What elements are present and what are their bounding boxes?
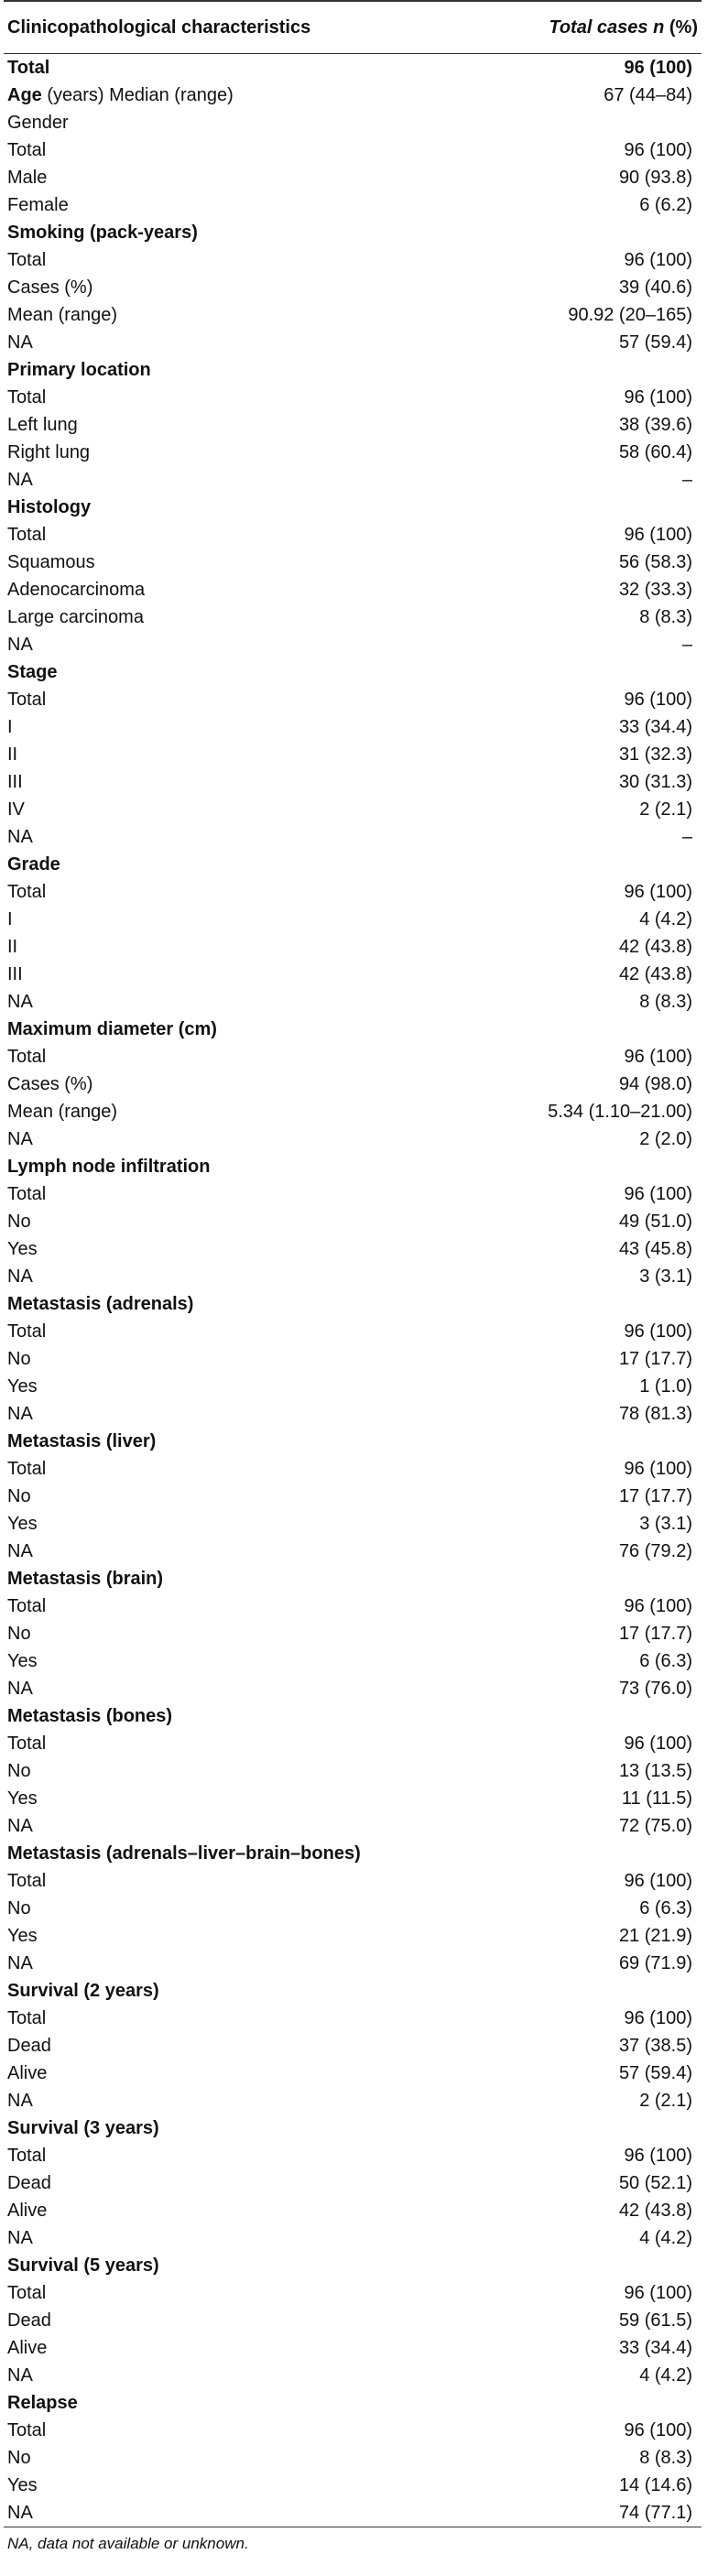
row-label: Mean (range) [7, 305, 118, 325]
row-label: Total [7, 2283, 47, 2303]
row-value [489, 1977, 702, 2005]
row-label: Cases (%) [7, 277, 93, 298]
table-row [4, 1702, 702, 1730]
table-row [4, 2142, 702, 2169]
row-label: Dead [7, 2173, 51, 2193]
row-value: 57 (59.4) [618, 332, 692, 353]
row-value [489, 356, 702, 384]
row-label: Large carcinoma [7, 607, 144, 627]
table-row [4, 329, 702, 356]
table-row [4, 1483, 702, 1510]
table-row [4, 521, 702, 549]
table-row [4, 686, 702, 713]
row-label: Squamous [7, 552, 95, 572]
row-value: 6 (6.2) [639, 195, 692, 215]
row-value [489, 2114, 702, 2142]
row-label: NA [7, 2091, 33, 2111]
row-value [489, 1565, 702, 1592]
row-value: 8 (8.3) [639, 992, 692, 1012]
table-row [4, 1290, 702, 1318]
row-label: Metastasis (brain) [7, 1569, 164, 1589]
table-row [4, 1840, 702, 1867]
table-row [4, 2417, 702, 2444]
row-value: 42 (43.8) [618, 937, 692, 957]
row-value: 13 (13.5) [618, 1761, 692, 1781]
row-label: Metastasis (adrenals) [7, 1294, 194, 1314]
table-row [4, 2279, 702, 2307]
table-row [4, 246, 702, 274]
table-row [4, 1977, 702, 2005]
row-value: 42 (43.8) [618, 2201, 692, 2221]
table-row [4, 1538, 702, 1565]
table-row [4, 274, 702, 301]
table-row [4, 2334, 702, 2362]
table-row [4, 631, 702, 658]
table-row [4, 1373, 702, 1400]
table-row [4, 2362, 702, 2389]
row-value: 2 (2.1) [639, 799, 692, 820]
row-label: NA [7, 635, 33, 655]
row-label: No [7, 1624, 31, 1644]
table-row [4, 164, 702, 191]
row-label: Gender [7, 113, 69, 133]
row-label: III [7, 772, 23, 792]
table-row [4, 1098, 702, 1125]
row-label: Yes [7, 1651, 38, 1671]
table-row [4, 933, 702, 961]
row-value: 33 (34.4) [618, 717, 692, 737]
row-value: 6 (6.3) [639, 1898, 692, 1918]
table-row [4, 2114, 702, 2142]
row-value [489, 494, 702, 521]
row-value [489, 1702, 702, 1730]
row-value: – [681, 827, 692, 847]
row-value: 6 (6.3) [639, 1651, 692, 1671]
table-row [4, 384, 702, 411]
header-row [4, 1, 702, 54]
row-value: 69 (71.9) [618, 1953, 692, 1973]
row-value: 50 (52.1) [618, 2173, 692, 2193]
row-label: Total [7, 1734, 47, 1754]
table-row [4, 1345, 702, 1373]
row-label: Alive [7, 2201, 48, 2221]
row-value: 96 (100) [624, 1321, 692, 1342]
table-row [4, 988, 702, 1016]
row-label: No [7, 1349, 31, 1369]
table-row [4, 1208, 702, 1235]
table-row [4, 2087, 702, 2114]
row-label: NA [7, 1541, 33, 1561]
table-row [4, 1153, 702, 1180]
row-value: 49 (51.0) [618, 1212, 692, 1232]
table-row [4, 356, 702, 384]
table-row [4, 1125, 702, 1153]
row-value: 96 (100) [624, 2420, 692, 2440]
row-value: 38 (39.6) [618, 415, 692, 435]
table-row [4, 1620, 702, 1647]
table-row [4, 1428, 702, 1455]
row-label: Total [7, 1047, 47, 1067]
table-header [4, 1, 702, 54]
row-label: Survival (5 years) [7, 2255, 159, 2276]
row-label: Yes [7, 2475, 38, 2495]
row-value: 96 (100) [624, 1734, 692, 1754]
row-label: NA [4, 2499, 489, 2527]
table-row [4, 1867, 702, 1895]
row-value [489, 109, 702, 136]
row-value: 14 (14.6) [618, 2475, 692, 2495]
row-value: 57 (59.4) [618, 2063, 692, 2083]
row-label: Total [7, 1596, 47, 1616]
row-label: NA [7, 827, 33, 847]
row-value [489, 658, 702, 686]
row-label: I [7, 909, 13, 929]
row-value [489, 1290, 702, 1318]
row-value [489, 1016, 702, 1043]
row-value [489, 2389, 702, 2417]
table-row [4, 2389, 702, 2417]
row-label: Total [7, 1321, 47, 1342]
row-label: NA [7, 470, 33, 490]
table-row [4, 1455, 702, 1483]
row-label: Total [7, 2008, 47, 2028]
table-row [4, 2005, 702, 2032]
row-label: NA [7, 1266, 33, 1287]
row-label: No [7, 1212, 31, 1232]
table-body [4, 54, 702, 2527]
row-value: 21 (21.9) [618, 1926, 692, 1946]
row-label: Yes [7, 1514, 38, 1534]
table-row [4, 82, 702, 109]
table-row [4, 549, 702, 576]
row-value: 2 (2.1) [639, 2091, 692, 2111]
row-label: Yes [7, 1788, 38, 1809]
row-value: 96 (100) [624, 1871, 692, 1891]
table-row [4, 1730, 702, 1757]
row-label: Total [7, 690, 47, 710]
row-value: 94 (98.0) [618, 1074, 692, 1094]
table-row [4, 1510, 702, 1538]
row-label: No [7, 2448, 31, 2468]
row-value: 30 (31.3) [618, 772, 692, 792]
table-row [4, 1235, 702, 1263]
row-value: 1 (1.0) [639, 1376, 692, 1397]
table-row [4, 658, 702, 686]
row-value: 90.92 (20–165) [568, 305, 692, 325]
row-label-bold: Age [7, 85, 42, 105]
row-label: Metastasis (liver) [7, 1431, 157, 1451]
row-value: – [681, 635, 692, 655]
row-value: 3 (3.1) [639, 1266, 692, 1287]
table-row [4, 1757, 702, 1785]
row-value: 31 (32.3) [618, 745, 692, 765]
table-row [4, 1318, 702, 1345]
row-value: 33 (34.4) [618, 2338, 692, 2358]
table-row [4, 1675, 702, 1702]
table-row [4, 1016, 702, 1043]
row-value [489, 1153, 702, 1180]
row-value: 96 (100) [624, 882, 692, 902]
table-row [4, 411, 702, 439]
table-row [4, 301, 702, 329]
table-row [4, 1043, 702, 1071]
row-value: 96 (100) [624, 1596, 692, 1616]
row-label: NA [7, 1816, 33, 1836]
row-label: Mean (range) [7, 1102, 118, 1122]
table-row [4, 1895, 702, 1922]
table-row [4, 576, 702, 603]
table-row [4, 1592, 702, 1620]
row-value: 4 (4.2) [639, 2365, 692, 2386]
row-label: No [7, 1898, 31, 1918]
row-label: Yes [7, 1239, 38, 1259]
table-row [4, 2252, 702, 2279]
table-row [4, 2444, 702, 2472]
row-label: Total [7, 387, 47, 408]
row-value: 72 (75.0) [618, 1816, 692, 1836]
row-value: 96 (100) [624, 690, 692, 710]
row-value: 8 (8.3) [639, 607, 692, 627]
row-value: 73 (76.0) [618, 1679, 692, 1699]
row-label: IV [7, 799, 25, 820]
row-value: 96 (100) [624, 1459, 692, 1479]
clinicopathological-table [4, 0, 702, 2527]
row-value: 96 (100) [624, 58, 692, 78]
row-label: II [7, 937, 18, 957]
row-value [489, 1428, 702, 1455]
table-row [4, 1950, 702, 1977]
row-label: Total [7, 1871, 47, 1891]
row-label: Female [7, 195, 69, 215]
row-label: Total [7, 1184, 47, 1204]
row-label: Left lung [7, 415, 78, 435]
table-row [4, 906, 702, 933]
table-row [4, 2032, 702, 2060]
row-value: 5.34 (1.10–21.00) [548, 1102, 692, 1122]
row-value: 67 (44–84) [604, 85, 692, 105]
table-row [4, 2197, 702, 2224]
row-label: Cases (%) [7, 1074, 93, 1094]
table-row [4, 109, 702, 136]
row-value [489, 2252, 702, 2279]
row-label: Stage [7, 662, 58, 682]
row-value: 42 (43.8) [618, 964, 692, 984]
row-value: 56 (58.3) [618, 552, 692, 572]
row-label: NA [7, 1129, 33, 1149]
table-row [4, 961, 702, 988]
row-label: III [7, 964, 23, 984]
row-value: 96 (100) [624, 387, 692, 408]
row-label: Metastasis (bones) [7, 1706, 173, 1726]
row-label: Adenocarcinoma [7, 580, 146, 600]
row-label: II [7, 745, 18, 765]
table-row [4, 2499, 702, 2527]
table-row [4, 219, 702, 246]
row-label: Male [7, 168, 48, 188]
table-row [4, 1071, 702, 1098]
table-row [4, 1180, 702, 1208]
row-label: Survival (2 years) [7, 1981, 159, 2001]
row-label: No [7, 1761, 31, 1781]
table-row [4, 741, 702, 768]
table-row [4, 823, 702, 851]
header-characteristics: Clinicopathological characteristics [4, 1, 489, 54]
row-value [489, 219, 702, 246]
row-value: 76 (79.2) [618, 1541, 692, 1561]
row-label: Right lung [7, 442, 91, 462]
row-label: Yes [7, 1926, 38, 1946]
row-value: 90 (93.8) [618, 168, 692, 188]
row-value: 4 (4.2) [639, 2228, 692, 2248]
table-row [4, 2169, 702, 2197]
row-value: 37 (38.5) [618, 2036, 692, 2056]
row-value: 59 (61.5) [618, 2310, 692, 2331]
row-label: Smoking (pack-years) [7, 223, 198, 243]
row-value: 96 (100) [624, 2146, 692, 2166]
row-value: 3 (3.1) [639, 1514, 692, 1534]
row-label [4, 82, 489, 109]
table-row [4, 191, 702, 219]
row-label: Total [7, 1459, 47, 1479]
row-label: NA [7, 332, 33, 353]
row-value: 4 (4.2) [639, 909, 692, 929]
row-label: Survival (3 years) [7, 2118, 159, 2138]
table-row [4, 466, 702, 494]
row-label: Grade [7, 854, 60, 875]
row-label: Total [7, 525, 47, 545]
table-row [4, 1565, 702, 1592]
row-label: Total [7, 250, 47, 270]
row-label: Total [7, 882, 47, 902]
row-label: Dead [7, 2036, 51, 2056]
table-row [4, 494, 702, 521]
table-row [4, 2472, 702, 2499]
row-value: – [681, 470, 692, 490]
table-row [4, 54, 702, 82]
row-label: Alive [7, 2063, 48, 2083]
row-label: Total [7, 2420, 47, 2440]
row-label: Histology [7, 497, 92, 517]
row-value: 11 (11.5) [621, 1788, 692, 1809]
header-total-cases-unit: (%) [664, 16, 698, 38]
table-row [4, 1400, 702, 1428]
row-label: Total [7, 58, 50, 78]
row-value: 8 (8.3) [639, 2448, 692, 2468]
row-value: 96 (100) [624, 140, 692, 160]
row-value: 96 (100) [624, 2283, 692, 2303]
table-row [4, 2060, 702, 2087]
row-label-rest: (years) Median (range) [41, 85, 234, 105]
row-label: Maximum diameter (cm) [7, 1019, 217, 1039]
row-value: 96 (100) [624, 525, 692, 545]
row-label: NA [7, 2365, 33, 2386]
row-value: 96 (100) [624, 2008, 692, 2028]
row-value: 2 (2.0) [639, 1129, 692, 1149]
row-value: 17 (17.7) [618, 1624, 692, 1644]
table-row [4, 878, 702, 906]
row-label: NA [7, 2228, 33, 2248]
table-row [4, 2224, 702, 2252]
table-row [4, 1922, 702, 1950]
row-label: NA [7, 1404, 33, 1424]
row-value: 96 (100) [624, 250, 692, 270]
table-row [4, 713, 702, 741]
table-row [4, 603, 702, 631]
table-row [4, 1812, 702, 1840]
row-label: No [7, 1486, 31, 1506]
table-row [4, 439, 702, 466]
table-row [4, 1785, 702, 1812]
row-value: 78 (81.3) [618, 1404, 692, 1424]
row-value: 96 (100) [624, 1047, 692, 1067]
row-value: 17 (17.7) [618, 1486, 692, 1506]
row-label: Dead [7, 2310, 51, 2331]
row-value: 58 (60.4) [618, 442, 692, 462]
row-label: NA [7, 992, 33, 1012]
table-row [4, 136, 702, 164]
table-row [4, 796, 702, 823]
row-label: Relapse [7, 2393, 78, 2413]
row-label: NA [7, 1679, 33, 1699]
row-label: Metastasis (adrenals–liver–brain–bones) [7, 1843, 361, 1864]
row-label: NA [7, 1953, 33, 1973]
row-value: 32 (33.3) [618, 580, 692, 600]
row-value: 96 (100) [624, 1184, 692, 1204]
row-value: 17 (17.7) [618, 1349, 692, 1369]
table-row [4, 1647, 702, 1675]
row-label: I [7, 717, 13, 737]
table-row [4, 768, 702, 796]
row-value [489, 1840, 702, 1867]
table-row [4, 1263, 702, 1290]
row-label: Primary location [7, 360, 151, 380]
row-value [489, 851, 702, 878]
row-label: Alive [7, 2338, 48, 2358]
row-label: Total [7, 140, 47, 160]
row-label: Total [7, 2146, 47, 2166]
row-value: 39 (40.6) [618, 277, 692, 298]
row-label: Yes [7, 1376, 38, 1397]
table-row [4, 2307, 702, 2334]
header-total-cases [489, 1, 702, 54]
row-label: Lymph node infiltration [7, 1157, 211, 1177]
header-total-cases-italic: Total cases n [549, 16, 665, 38]
table-row [4, 851, 702, 878]
table-footnote: NA, data not available or unknown. [7, 2535, 249, 2552]
row-value: 43 (45.8) [618, 1239, 692, 1259]
row-value: 74 (77.1) [489, 2499, 702, 2527]
